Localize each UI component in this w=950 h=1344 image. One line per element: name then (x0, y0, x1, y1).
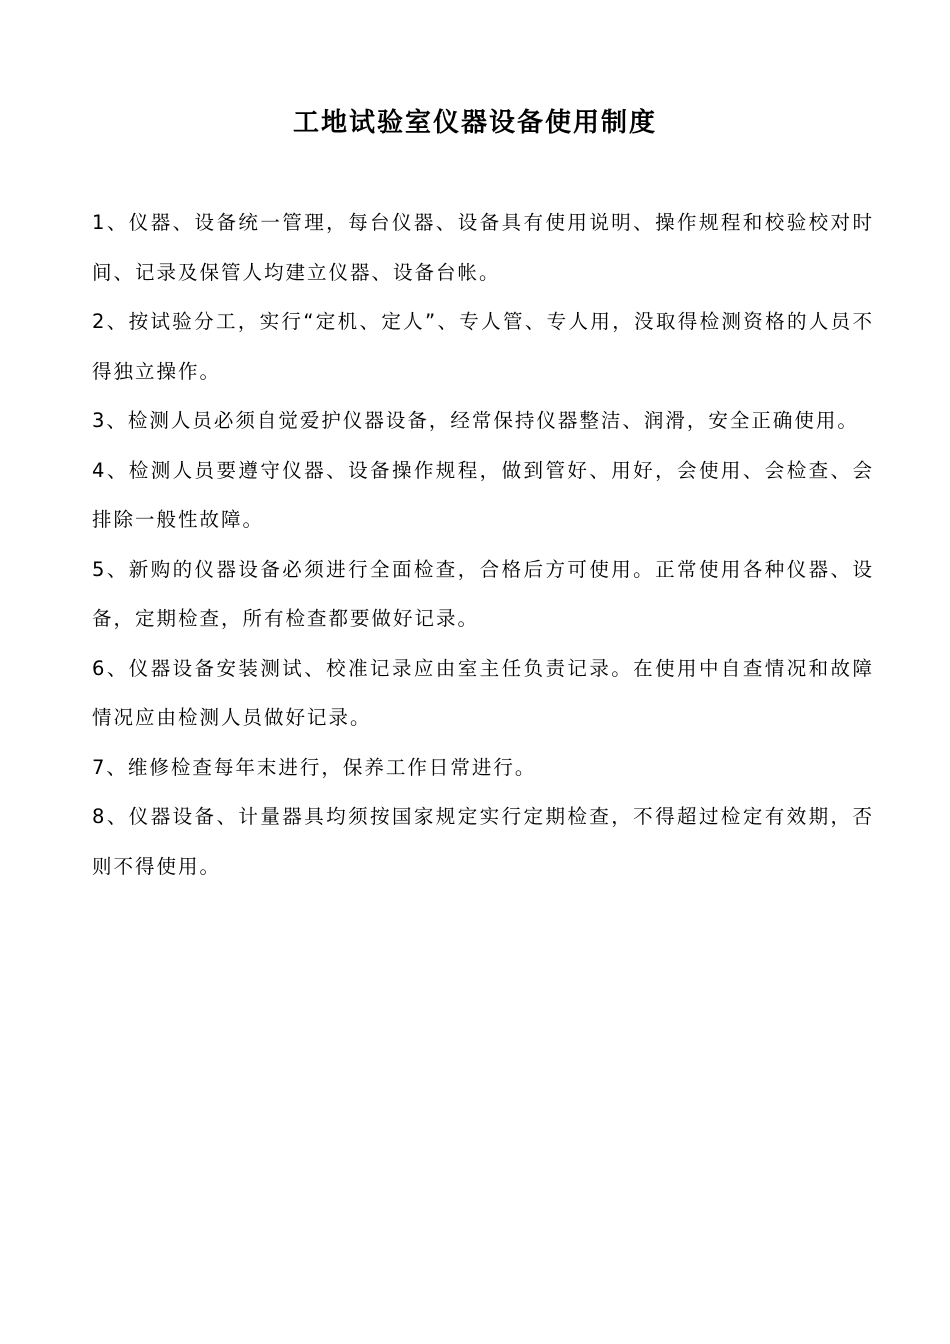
rule-item-5: 5、新购的仪器设备必须进行全面检查，合格后方可使用。正常使用各种仪器、设备，定期检查，所有检查都要做好记录。 (92, 557, 874, 630)
rule-item-1: 1、仪器、设备统一管理，每台仪器、设备具有使用说明、操作规程和校验校对时间、记录及保管人均建立仪器、设备台帐。 (92, 211, 874, 284)
rule-item-2: 2、按试验分工，实行“定机、定人”、专人管、专人用，没取得检测资格的人员不得独立操作。 (92, 310, 874, 383)
rules-list (92, 198, 874, 891)
rule-item-8: 8、仪器设备、计量器具均须按国家规定实行定期检查，不得超过检定有效期，否则不得使用。 (92, 805, 874, 878)
rule-item-3: 3、检测人员必须自觉爱护仪器设备，经常保持仪器整洁、润滑，安全正确使用。 (92, 409, 859, 432)
rule-item-6: 6、仪器设备安装测试、校准记录应由室主任负责记录。在使用中自查情况和故障情况应由检测人员做好记录。 (92, 656, 874, 729)
document-title: 工地试验室仪器设备使用制度 (292, 108, 657, 138)
rule-item-4: 4、检测人员要遵守仪器、设备操作规程，做到管好、用好，会使用、会检查、会排除一般性故障。 (92, 458, 874, 531)
rule-item-7: 7、维修检查每年末进行，保养工作日常进行。 (92, 755, 537, 779)
